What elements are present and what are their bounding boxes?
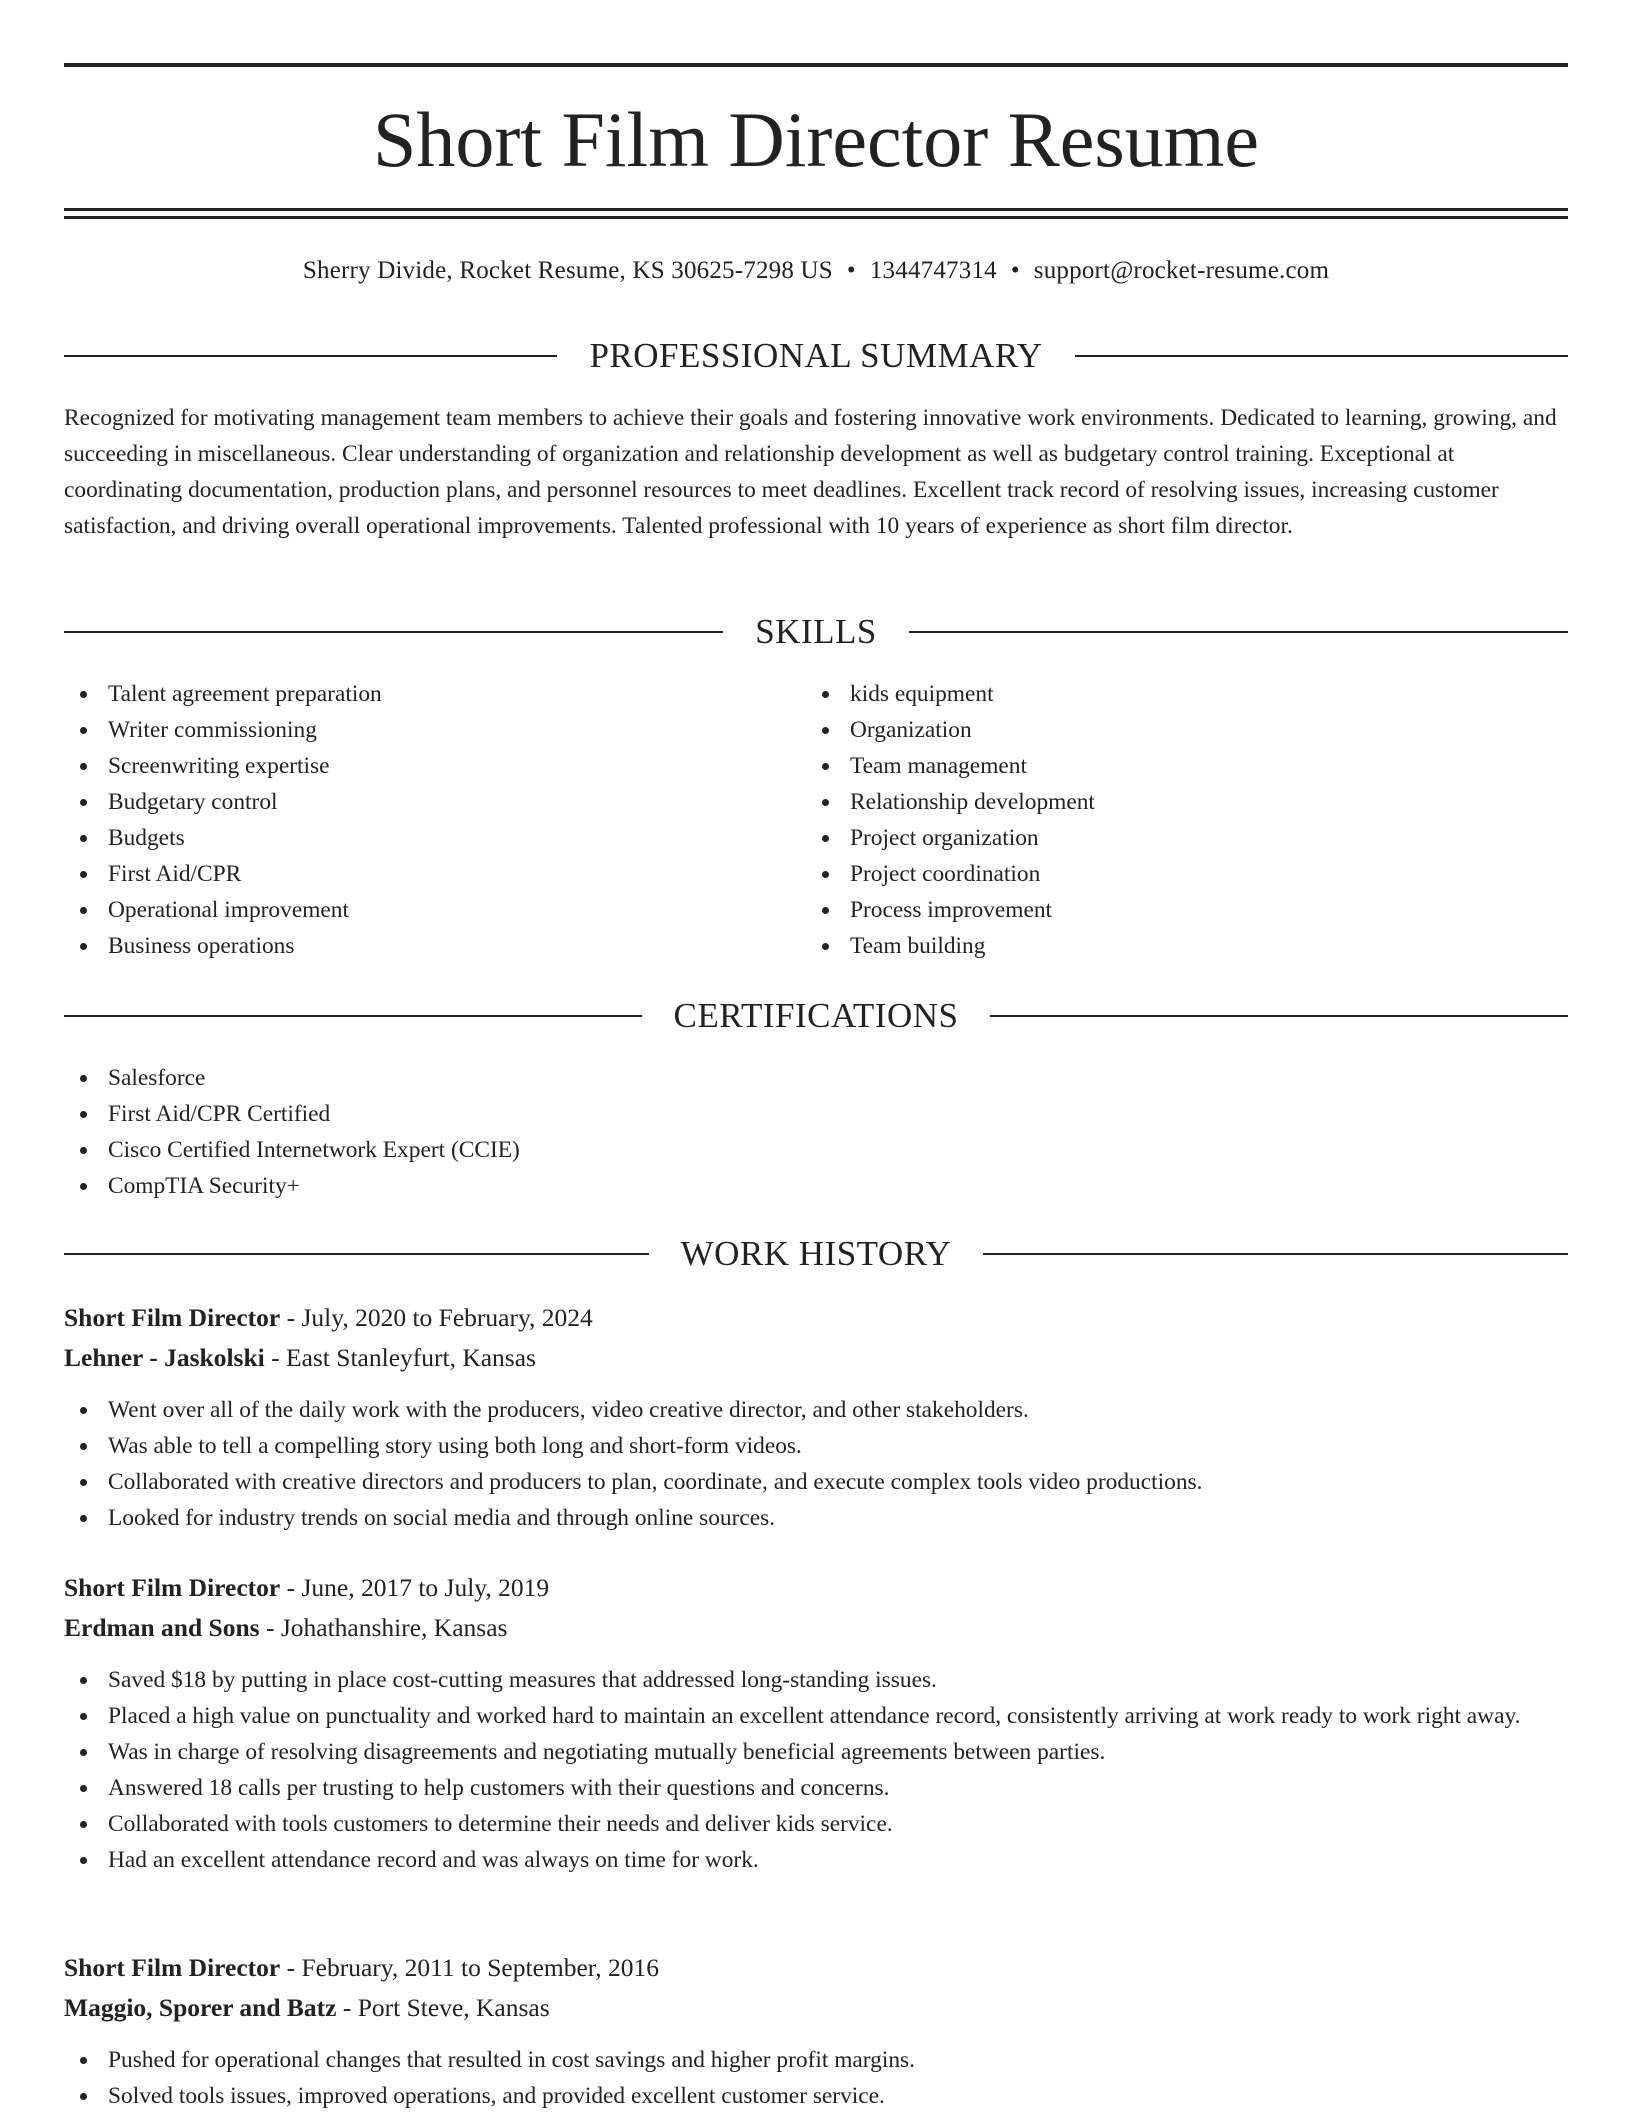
skill-item: Organization <box>806 712 1546 748</box>
certification-item: First Aid/CPR Certified <box>64 1096 1568 1132</box>
job-title-line <box>64 1570 549 1606</box>
job-bullet: Solved tools issues, improved operations, and provided excellent customer service. <box>64 2078 1568 2114</box>
job-bullets <box>64 2042 1568 2114</box>
job-dates: - June, 2017 to July, 2019 <box>280 1573 550 1602</box>
job-dates: - February, 2011 to September, 2016 <box>280 1953 660 1982</box>
job-bullet: Pushed for operational changes that resulted in cost savings and higher profit margins. <box>64 2042 1568 2078</box>
job-bullet: Collaborated with creative directors and producers to plan, coordinate, and execute complex tools video productions. <box>64 1464 1568 1500</box>
certification-item: CompTIA Security+ <box>64 1168 1568 1204</box>
job-title-line <box>64 1300 593 1336</box>
contact-phone: 1344747314 <box>869 257 997 284</box>
job-company-line <box>64 1990 550 2026</box>
job-bullets <box>64 1662 1568 1878</box>
skill-item: Team building <box>806 928 1546 964</box>
job-bullet: Placed a high value on punctuality and worked hard to maintain an excellent attendance record, consistently arriving at work ready to work right away. <box>64 1698 1568 1734</box>
heading-rule <box>1075 355 1568 357</box>
heading-rule <box>64 1015 642 1017</box>
skill-item: Project organization <box>806 820 1546 856</box>
skill-item: Process improvement <box>806 892 1546 928</box>
title-rule-upper <box>64 208 1568 211</box>
work-history-heading-label: WORK HISTORY <box>680 1234 952 1273</box>
contact-separator: • <box>846 257 856 284</box>
certifications-heading-label: CERTIFICATIONS <box>673 996 959 1035</box>
job-bullet: Collaborated with tools customers to determine their needs and deliver kids service. <box>64 1806 1568 1842</box>
job-bullets <box>64 1392 1568 1536</box>
skill-item: Operational improvement <box>64 892 804 928</box>
heading-rule <box>983 1253 1568 1255</box>
certifications-list <box>64 1060 1568 1204</box>
job-bullet: Looked for industry trends on social media and through online sources. <box>64 1500 1568 1536</box>
job-title-line <box>64 1950 659 1986</box>
certification-item: Salesforce <box>64 1060 1568 1096</box>
contact-separator: • <box>1010 257 1020 284</box>
job-company-line <box>64 1610 507 1646</box>
skill-item: Screenwriting expertise <box>64 748 804 784</box>
certification-item: Cisco Certified Internetwork Expert (CCIE) <box>64 1132 1568 1168</box>
title-rule-lower <box>64 216 1568 219</box>
skills-heading-label: SKILLS <box>755 612 877 651</box>
summary-text: Recognized for motivating management team members to achieve their goals and fostering innovative work environments. Dedicated to learning, growing, and succeeding in miscellaneous. Clear understanding of organization and relationship development as well as budgetary control training. Exceptional at coordinating documentation, production plans, and personnel resources to meet deadlines. Excellent track record of resolving issues, increasing customer satisfaction, and driving overall operational improvements. Talented professional with 10 years of experience as short film director. <box>64 405 1557 539</box>
skill-item: Budgets <box>64 820 804 856</box>
summary-heading <box>64 334 1568 378</box>
skill-item: kids equipment <box>806 676 1546 712</box>
job-location: - Johathanshire, Kansas <box>259 1613 508 1642</box>
job-title: Short Film Director <box>64 1573 281 1602</box>
job-bullet: Saved $18 by putting in place cost-cutting measures that addressed long-standing issues. <box>64 1662 1568 1698</box>
skill-item: Writer commissioning <box>64 712 804 748</box>
job-title: Short Film Director <box>64 1303 281 1332</box>
skills-list-right <box>806 676 1546 964</box>
job-bullet: Answered 18 calls per trusting to help customers with their questions and concerns. <box>64 1770 1568 1806</box>
job-bullet: Went over all of the daily work with the producers, video creative director, and other stakeholders. <box>64 1392 1568 1428</box>
skills-list-left <box>64 676 804 964</box>
job-title: Short Film Director <box>64 1953 281 1982</box>
contact-email: support@rocket-resume.com <box>1033 257 1330 284</box>
job-location: - East Stanleyfurt, Kansas <box>264 1343 536 1372</box>
job-company: Lehner - Jaskolski <box>64 1343 265 1372</box>
skill-item: Talent agreement preparation <box>64 676 804 712</box>
contact-address: Sherry Divide, Rocket Resume, KS 30625-7298 US <box>302 257 833 284</box>
job-bullet: Was able to tell a compelling story using both long and short-form videos. <box>64 1428 1568 1464</box>
heading-rule <box>64 1253 649 1255</box>
heading-rule <box>64 355 557 357</box>
contact-line <box>64 254 1568 288</box>
skill-item: Business operations <box>64 928 804 964</box>
skill-item: Relationship development <box>806 784 1546 820</box>
top-rule <box>64 63 1568 67</box>
summary-heading-label: PROFESSIONAL SUMMARY <box>589 336 1043 375</box>
skill-item: Budgetary control <box>64 784 804 820</box>
heading-rule <box>64 631 723 633</box>
skill-item: Team management <box>806 748 1546 784</box>
skill-item: Project coordination <box>806 856 1546 892</box>
work-history-heading <box>64 1232 1568 1276</box>
job-bullet: Had an excellent attendance record and was always on time for work. <box>64 1842 1568 1878</box>
certifications-heading <box>64 994 1568 1038</box>
skills-heading <box>64 610 1568 654</box>
skill-item: First Aid/CPR <box>64 856 804 892</box>
job-company: Erdman and Sons <box>64 1613 260 1642</box>
job-company: Maggio, Sporer and Batz <box>64 1993 337 2022</box>
job-bullet: Was in charge of resolving disagreements and negotiating mutually beneficial agreements between parties. <box>64 1734 1568 1770</box>
job-dates: - July, 2020 to February, 2024 <box>280 1303 593 1332</box>
job-company-line <box>64 1340 536 1376</box>
heading-rule <box>990 1015 1568 1017</box>
job-location: - Port Steve, Kansas <box>336 1993 550 2022</box>
heading-rule <box>909 631 1568 633</box>
resume-title: Short Film Director Resume <box>372 96 1260 183</box>
